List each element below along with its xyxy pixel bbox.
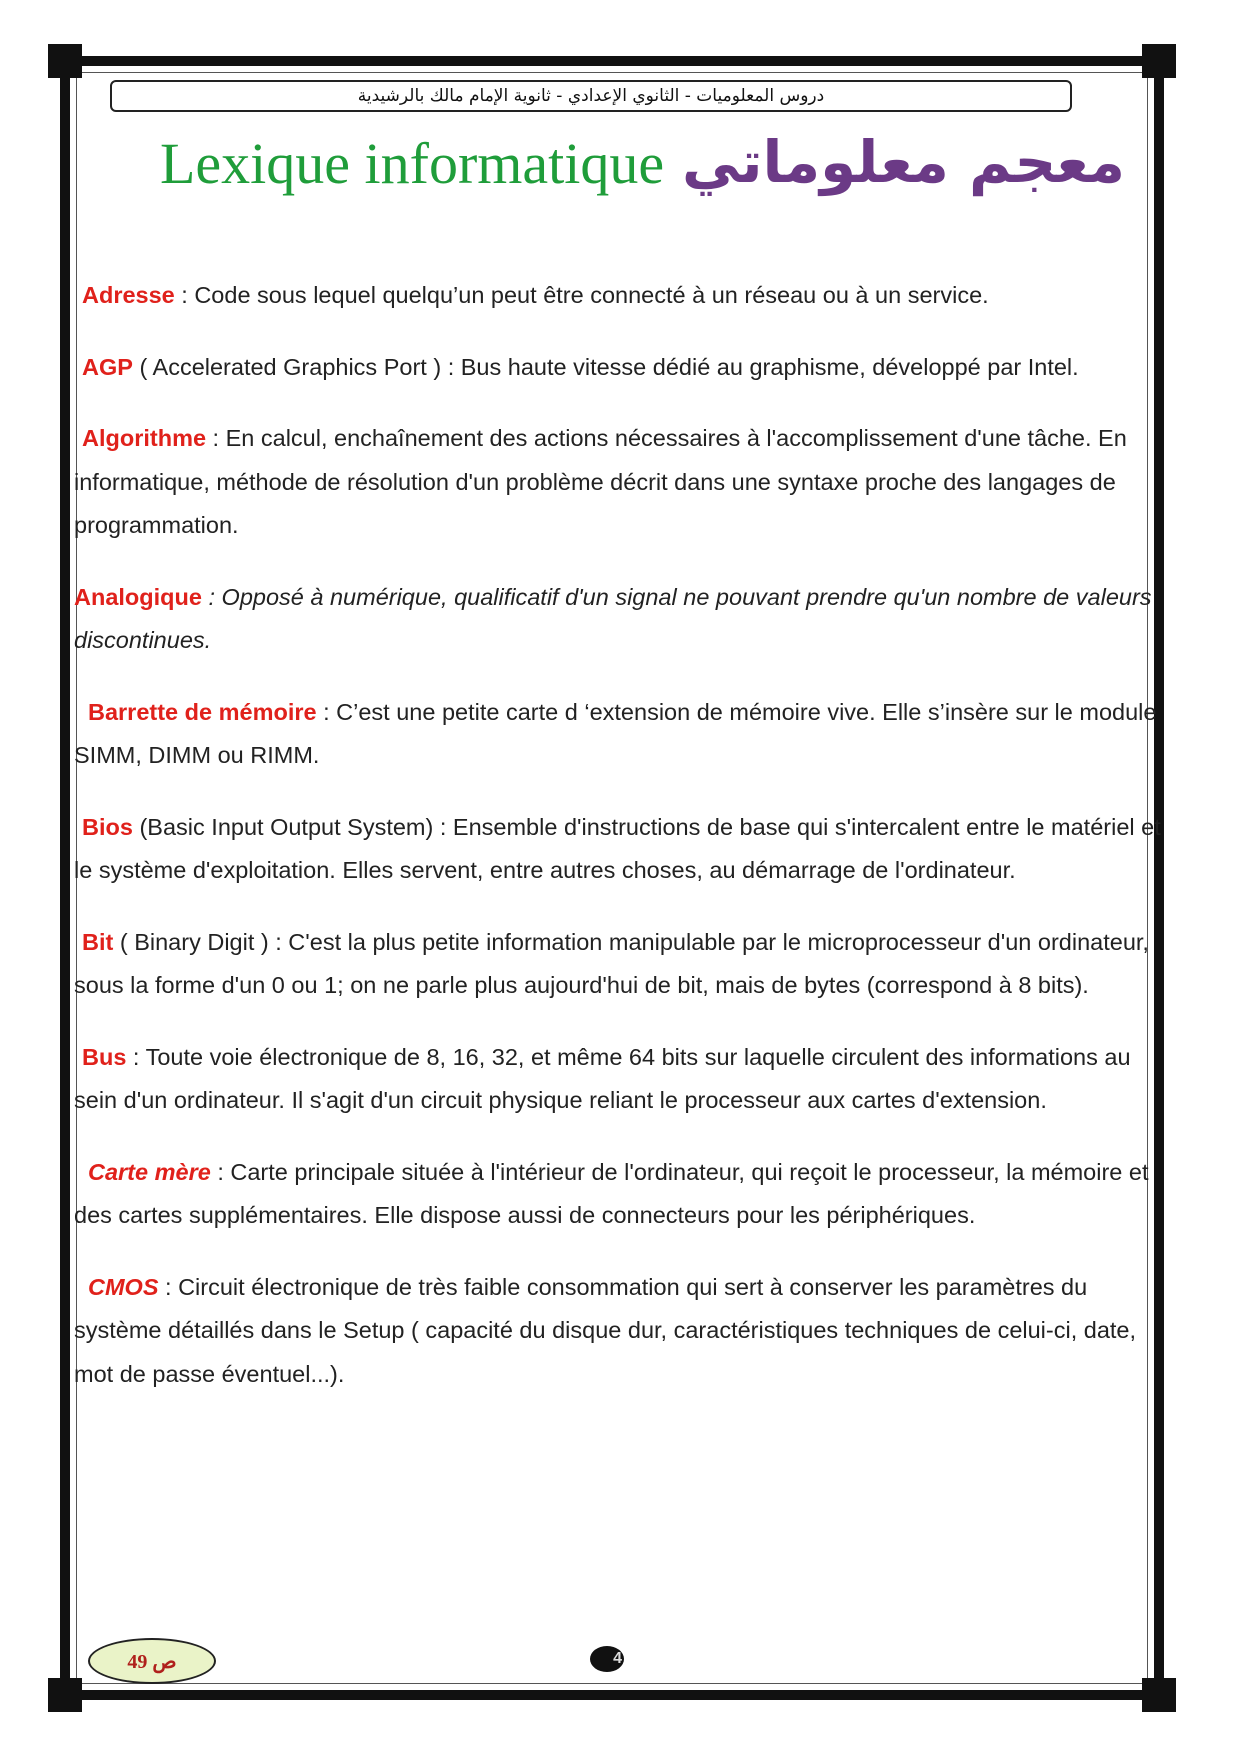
glossary-term: Carte mère: [88, 1158, 211, 1185]
glossary-term: Bios: [82, 813, 133, 840]
glossary-list: [74, 274, 1164, 1424]
header-text: دروس المعلوميات - الثانوي الإعدادي - ثانوية الإمام مالك بالرشيدية: [357, 86, 825, 106]
glossary-definition: ( Binary Digit ) : C'est la plus petite information manipulable par le microprocesseur d'un ordinateur, sous la forme d'un 0 ou 1; on ne parle plus aujourd'hui de bit, mais de bytes (correspond à 8 bits).: [74, 928, 1149, 998]
glossary-entry: [74, 806, 1164, 893]
title-arabic: معجم معلوماتي: [682, 128, 1125, 196]
glossary-definition: : C’est une petite carte d ‘extension de mémoire vive. Elle s’insère sur le module SIMM, DIMM ou RIMM.: [74, 698, 1157, 768]
glossary-definition: : Toute voie électronique de 8, 16, 32, et même 64 bits sur laquelle circulent des informations au sein d'un ordinateur. Il s'agit d'un circuit physique reliant le processeur aux cartes d'extension.: [74, 1043, 1131, 1113]
glossary-term: Bit: [82, 928, 114, 955]
corner-bottom-right: [1142, 1678, 1176, 1712]
glossary-term: Algorithme: [82, 425, 207, 451]
glossary-definition: (Basic Input Output System) : Ensemble d'instructions de base qui s'intercalent entre le matériel et le système d'exploitation. Elles servent, entre autres choses, au démarrage de l'ordinateur.: [74, 813, 1161, 883]
glossary-definition: : Opposé à numérique, qualificatif d'un signal ne pouvant prendre qu'un nombre de valeurs discontinues.: [74, 583, 1152, 653]
footer-marker: [590, 1646, 624, 1672]
glossary-term: Bus: [82, 1043, 127, 1070]
glossary-term: Analogique: [74, 583, 202, 610]
glossary-entry: [74, 576, 1164, 663]
glossary-entry: [74, 1151, 1164, 1238]
page-number-badge: [88, 1638, 216, 1684]
title-french: Lexique informatique: [160, 131, 665, 196]
glossary-term: CMOS: [88, 1273, 159, 1300]
glossary-definition: : Code sous lequel quelqu’un peut être connecté à un réseau ou à un service.: [174, 282, 989, 308]
glossary-term: AGP: [82, 353, 133, 380]
header-banner: [110, 80, 1072, 112]
glossary-term: Barrette de mémoire: [88, 698, 317, 725]
glossary-entry: [74, 1266, 1164, 1397]
glossary-entry: [74, 921, 1164, 1008]
corner-bottom-left: [48, 1678, 82, 1712]
corner-top-right: [1142, 44, 1176, 78]
glossary-entry: [74, 417, 1164, 548]
glossary-definition: : Carte principale située à l'intérieur de l'ordinateur, qui reçoit le processeur, la mémoire et des cartes supplémentaires. Elle dispose aussi de connecteurs pour les périphériques.: [74, 1158, 1149, 1228]
corner-top-left: [48, 44, 82, 78]
page-number-label: ص 49: [127, 1650, 177, 1673]
glossary-definition: : Circuit électronique de très faible consommation qui sert à conserver les paramètres du système détaillés dans le Setup ( capacité du disque dur, caractéristiques techniques de celui-ci, date, mot de passe éventuel...).: [74, 1273, 1137, 1387]
glossary-entry: [74, 274, 1164, 318]
glossary-entry: [74, 691, 1164, 778]
glossary-definition: ( Accelerated Graphics Port ) : Bus haute vitesse dédié au graphisme, développé par Intel.: [132, 353, 1079, 380]
glossary-definition: : En calcul, enchaînement des actions nécessaires à l'accomplissement d'une tâche. En informatique, méthode de résolution d'un problème décrit dans une syntaxe proche des langages de programmation.: [74, 425, 1127, 538]
glossary-entry: [74, 1036, 1164, 1123]
footer-marker-text: 4: [613, 1650, 622, 1667]
glossary-term: Adresse: [82, 282, 175, 308]
glossary-entry: [74, 346, 1164, 390]
